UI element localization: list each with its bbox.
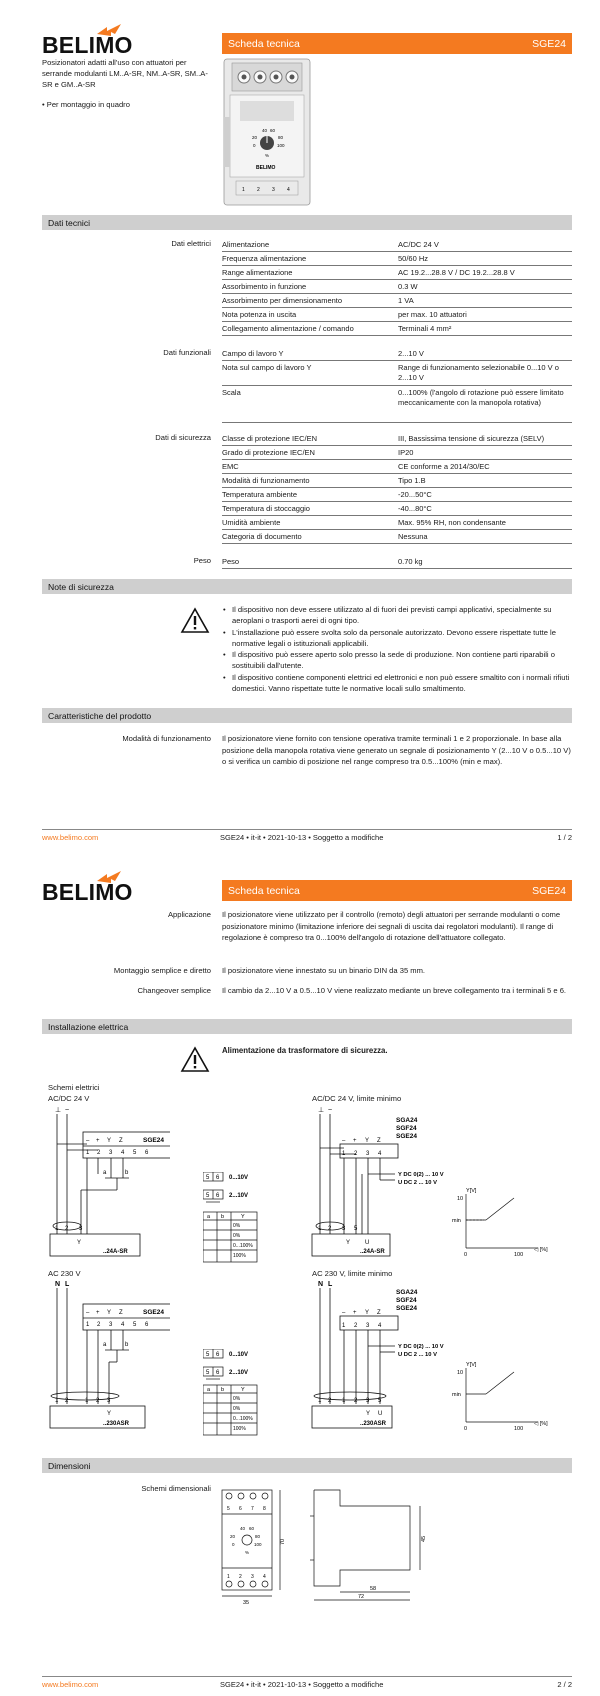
footer-center: SGE24 • it-it • 2021-10-13 • Soggetto a modifiche bbox=[220, 833, 384, 842]
svg-text:2: 2 bbox=[354, 1398, 358, 1404]
footer-page-2 bbox=[42, 1676, 572, 1690]
svg-text:~: ~ bbox=[328, 1107, 333, 1114]
svg-text:5: 5 bbox=[206, 1175, 210, 1181]
svg-text:1: 1 bbox=[242, 187, 245, 193]
svg-text:U: U bbox=[378, 1411, 383, 1417]
group-functional: Dati funzionali bbox=[163, 348, 211, 357]
svg-text:min: min bbox=[452, 1218, 461, 1224]
svg-text:0%: 0% bbox=[233, 1233, 241, 1239]
svg-text:10: 10 bbox=[457, 1370, 464, 1376]
table-row: Alimentazione AC/DC 24 V bbox=[222, 238, 572, 252]
section-dimensions: Dimensioni bbox=[42, 1458, 572, 1473]
table-row: Scala 0...100% (l'angolo di rotazione può essere limitato meccanicamente con la manopola rotativa) bbox=[222, 386, 572, 423]
svg-text:~: ~ bbox=[65, 1107, 70, 1114]
safety-notes-list bbox=[222, 604, 572, 694]
table-row: Umidità ambiente Max. 95% RH, non condensante bbox=[222, 516, 572, 530]
svg-text:2: 2 bbox=[97, 1150, 101, 1156]
table-row: Classe di protezione IEC/EN III, Bassissima tensione di sicurezza (SELV) bbox=[222, 432, 572, 446]
svg-text:⊥: ⊥ bbox=[318, 1107, 325, 1114]
table-row: Nota potenza in uscita per max. 10 attuatori bbox=[222, 308, 572, 322]
warning-icon bbox=[180, 607, 210, 634]
svg-text:1: 1 bbox=[227, 1574, 230, 1580]
svg-text:1: 1 bbox=[342, 1323, 346, 1329]
model-name: SGE24 bbox=[532, 37, 566, 50]
svg-text:b: b bbox=[125, 1170, 129, 1176]
svg-text:–: – bbox=[86, 1310, 90, 1316]
mode-text: Il posizionatore viene fornito con tensione operativa tramite terminali 1 e 2 proporzionale. In base alla posizione della manopola rotativa viene generato un segnale di posizionamento Y (2...10 V o 0.5...10 V) o si verifica un cambio di posizione nel range compreso tra 0.5...100% (min e max). bbox=[222, 734, 571, 766]
svg-text:5: 5 bbox=[378, 1398, 382, 1404]
svg-text:3: 3 bbox=[251, 1574, 254, 1580]
svg-text:SGA24: SGA24 bbox=[396, 1117, 418, 1124]
min-limit-graph-2 bbox=[452, 1360, 552, 1438]
diagram-4-title: AC 230 V, limite minimo bbox=[312, 1269, 393, 1278]
svg-text:N: N bbox=[318, 1281, 324, 1288]
header-bar bbox=[222, 33, 572, 54]
svg-text:4: 4 bbox=[263, 1574, 266, 1580]
svg-text:70: 70 bbox=[280, 1538, 286, 1545]
svg-text:3: 3 bbox=[109, 1150, 113, 1156]
svg-text:Y: Y bbox=[107, 1138, 112, 1144]
svg-text:6: 6 bbox=[216, 1352, 220, 1358]
table-row: Collegamento alimentazione / comando Terminali 4 mm² bbox=[222, 322, 572, 336]
footer-page-number: 1 / 2 bbox=[557, 833, 572, 842]
svg-text:a: a bbox=[103, 1342, 107, 1348]
model-name: SGE24 bbox=[532, 884, 566, 897]
svg-text:Y DC 0(2) ... 10 V: Y DC 0(2) ... 10 V bbox=[398, 1344, 444, 1350]
dimension-drawings-label: Schemi dimensionali bbox=[141, 1484, 211, 1493]
svg-text:0: 0 bbox=[232, 1542, 235, 1547]
svg-text:2...10V: 2...10V bbox=[229, 1370, 249, 1376]
section-safety: Note di sicurezza bbox=[42, 579, 572, 594]
table-row: Assorbimento in funzione 0.3 W bbox=[222, 280, 572, 294]
svg-text:5: 5 bbox=[354, 1226, 358, 1232]
svg-text:Y: Y bbox=[346, 1240, 351, 1246]
svg-text:+: + bbox=[353, 1310, 357, 1316]
table-row: Temperatura di stoccaggio -40...80°C bbox=[222, 502, 572, 516]
svg-text:2: 2 bbox=[97, 1322, 101, 1328]
group-electrical: Dati elettrici bbox=[171, 239, 211, 248]
svg-text:Y[V]: Y[V] bbox=[466, 1362, 477, 1368]
svg-text:72: 72 bbox=[358, 1594, 365, 1600]
mode-label: Modalità di funzionamento bbox=[122, 734, 211, 743]
svg-text:Y: Y bbox=[366, 1411, 371, 1417]
warning-icon bbox=[180, 1046, 210, 1073]
svg-text:60: 60 bbox=[249, 1526, 255, 1531]
svg-text:5: 5 bbox=[206, 1193, 210, 1199]
list-item: • Il dispositivo contiene componenti elettrici ed elettronici e non può essere smaltito con i normali rifiuti domestici. Vanno rispettate tutte le normative locali sullo smaltimento. bbox=[232, 672, 572, 695]
svg-text:100: 100 bbox=[277, 143, 285, 148]
wiring-diagram-ac230 bbox=[45, 1278, 170, 1436]
svg-text:Y: Y bbox=[77, 1240, 82, 1246]
list-item: • Il dispositivo non deve essere utilizzato al di fuori dei previsti campi applicativi, specialmente su aeroplani o trasporti aerei di ogni tipo. bbox=[232, 604, 572, 627]
svg-text:◁ [%]: ◁ [%] bbox=[534, 1247, 548, 1253]
table-row: Frequenza alimentazione 50/60 Hz bbox=[222, 252, 572, 266]
svg-text:1: 1 bbox=[342, 1151, 346, 1157]
svg-text:100: 100 bbox=[514, 1252, 524, 1258]
svg-text:0...10V: 0...10V bbox=[229, 1175, 249, 1181]
svg-text:Y DC 0(2) ... 10 V: Y DC 0(2) ... 10 V bbox=[398, 1172, 444, 1178]
svg-text:1: 1 bbox=[55, 1226, 59, 1232]
svg-text:100%: 100% bbox=[233, 1253, 246, 1259]
svg-text:60: 60 bbox=[270, 128, 276, 133]
electrical-warning: Alimentazione da trasformatore di sicurezza. bbox=[222, 1046, 388, 1055]
svg-text:Y[V]: Y[V] bbox=[466, 1188, 477, 1194]
svg-text:0...100%: 0...100% bbox=[233, 1416, 253, 1422]
svg-text:Y: Y bbox=[107, 1310, 112, 1316]
svg-text:1: 1 bbox=[86, 1150, 90, 1156]
svg-text:BELIMO: BELIMO bbox=[256, 165, 276, 171]
table-row: Temperatura ambiente -20...50°C bbox=[222, 488, 572, 502]
svg-text:0%: 0% bbox=[233, 1223, 241, 1229]
svg-text:3: 3 bbox=[107, 1398, 111, 1404]
svg-text:35: 35 bbox=[243, 1600, 250, 1604]
svg-text:45: 45 bbox=[421, 1535, 427, 1542]
svg-text:5: 5 bbox=[206, 1352, 210, 1358]
svg-text:4: 4 bbox=[121, 1150, 125, 1156]
svg-text:SGE24: SGE24 bbox=[396, 1305, 417, 1312]
svg-text:Z: Z bbox=[377, 1138, 381, 1144]
svg-text:0...10V: 0...10V bbox=[229, 1352, 249, 1358]
svg-text:5: 5 bbox=[227, 1506, 230, 1512]
svg-text:40: 40 bbox=[240, 1526, 246, 1531]
svg-text:3: 3 bbox=[366, 1398, 370, 1404]
table-row: Assorbimento per dimensionamento 1 VA bbox=[222, 294, 572, 308]
svg-text:U DC 2 ... 10 V: U DC 2 ... 10 V bbox=[398, 1180, 437, 1186]
svg-text:4: 4 bbox=[378, 1323, 382, 1329]
jumper-legend-1 bbox=[203, 1172, 283, 1267]
belimo-logo bbox=[42, 26, 133, 60]
svg-text:L: L bbox=[65, 1281, 70, 1288]
svg-text:b: b bbox=[125, 1342, 129, 1348]
logo-text: BELIMO bbox=[42, 879, 133, 905]
svg-text:100%: 100% bbox=[233, 1426, 246, 1432]
svg-text:L: L bbox=[328, 1281, 333, 1288]
svg-text:Y: Y bbox=[241, 1214, 245, 1220]
min-limit-graph-1 bbox=[452, 1186, 552, 1264]
svg-text:5: 5 bbox=[133, 1150, 137, 1156]
svg-text:3: 3 bbox=[342, 1226, 346, 1232]
group-weight: Peso bbox=[193, 556, 211, 565]
intro-description: Posizionatori adatti all'uso con attuatori per serrande modulanti LM..A-SR, NM..A-SR, SM..A-SR e GM..A-SR bbox=[42, 58, 208, 89]
svg-text:5: 5 bbox=[206, 1370, 210, 1376]
diagram-2-title: AC/DC 24 V, limite minimo bbox=[312, 1094, 402, 1103]
table-row: Campo di lavoro Y 2...10 V bbox=[222, 347, 572, 361]
svg-text:0: 0 bbox=[464, 1252, 468, 1258]
application-text: Il posizionatore viene utilizzato per il controllo (remoto) degli attuatori per serrande modulanti o come posizionatore minimo (limitazione inferiore dei segnali di uscita dai regolatori modulanti). Il range di regolazione è compreso tra 0...100% dell'angolo di rotazione dell'attuatore collegato. bbox=[222, 910, 561, 942]
svg-text:6: 6 bbox=[145, 1322, 149, 1328]
header-bar bbox=[222, 880, 572, 901]
svg-text:0: 0 bbox=[464, 1426, 468, 1432]
product-image bbox=[222, 57, 312, 207]
svg-text:0...100%: 0...100% bbox=[233, 1243, 253, 1249]
svg-text:Z: Z bbox=[119, 1138, 123, 1144]
changeover-label: Changeover semplice bbox=[137, 986, 211, 995]
svg-text:..230ASR: ..230ASR bbox=[103, 1421, 130, 1427]
svg-text:Y: Y bbox=[365, 1138, 370, 1144]
svg-text:6: 6 bbox=[216, 1370, 220, 1376]
svg-text:7: 7 bbox=[251, 1506, 254, 1512]
svg-text:+: + bbox=[96, 1138, 100, 1144]
svg-text:SGF24: SGF24 bbox=[396, 1125, 417, 1132]
svg-text:2...10V: 2...10V bbox=[229, 1193, 249, 1199]
table-row: Categoria di documento Nessuna bbox=[222, 530, 572, 544]
svg-text:58: 58 bbox=[370, 1586, 377, 1592]
svg-text:Y: Y bbox=[365, 1310, 370, 1316]
svg-text:4: 4 bbox=[287, 187, 290, 193]
changeover-text: Il cambio da 2...10 V a 0.5...10 V viene realizzato mediante un breve collegamento tra i terminali 5 e 6. bbox=[222, 986, 567, 995]
svg-text:Z: Z bbox=[377, 1310, 381, 1316]
svg-text:2: 2 bbox=[239, 1574, 242, 1580]
svg-text:a: a bbox=[207, 1387, 211, 1393]
svg-text:2: 2 bbox=[328, 1226, 332, 1232]
footer-website-link[interactable]: www.belimo.com bbox=[42, 833, 99, 842]
table-row: Nota sul campo di lavoro Y Range di funzionamento selezionabile 0...10 V o 2...10 V bbox=[222, 361, 572, 386]
svg-text:b: b bbox=[221, 1387, 225, 1393]
table-row: Modalità di funzionamento Tipo 1.B bbox=[222, 474, 572, 488]
svg-text:SGE24: SGE24 bbox=[396, 1133, 417, 1140]
svg-text:3: 3 bbox=[109, 1322, 113, 1328]
jumper-legend-2 bbox=[203, 1349, 283, 1444]
svg-text:2: 2 bbox=[65, 1398, 69, 1404]
svg-text:80: 80 bbox=[278, 135, 284, 140]
svg-text:2: 2 bbox=[65, 1226, 69, 1232]
svg-text:a: a bbox=[207, 1214, 211, 1220]
list-item: • Il dispositivo può essere aperto solo presso la sede di produzione. Non contiene parti riparabili o sostituibili dall'utente. bbox=[232, 649, 572, 672]
table-row: EMC CE conforme a 2014/30/EC bbox=[222, 460, 572, 474]
section-features: Caratteristiche del prodotto bbox=[42, 708, 572, 723]
footer-center: SGE24 • it-it • 2021-10-13 • Soggetto a modifiche bbox=[220, 1680, 384, 1689]
table-row: Grado di protezione IEC/EN IP20 bbox=[222, 446, 572, 460]
svg-text:–: – bbox=[342, 1138, 346, 1144]
svg-text:%: % bbox=[265, 153, 270, 158]
footer-page-1 bbox=[42, 829, 572, 843]
svg-text:0%: 0% bbox=[233, 1396, 241, 1402]
intro-bullet: • Per montaggio in quadro bbox=[42, 100, 130, 109]
group-safety: Dati di sicurezza bbox=[155, 433, 211, 442]
svg-text:..24A-SR: ..24A-SR bbox=[360, 1249, 385, 1255]
svg-text:20: 20 bbox=[230, 1534, 236, 1539]
svg-text:1: 1 bbox=[318, 1398, 322, 1404]
svg-text:SGE24: SGE24 bbox=[143, 1309, 164, 1316]
svg-text:SGA24: SGA24 bbox=[396, 1289, 418, 1296]
section-electrical: Installazione elettrica bbox=[42, 1019, 572, 1034]
wiring-diagram-acdc24 bbox=[45, 1104, 170, 1266]
svg-text:1: 1 bbox=[318, 1226, 322, 1232]
svg-text:3: 3 bbox=[272, 187, 275, 193]
svg-text:40: 40 bbox=[262, 128, 268, 133]
svg-text:10: 10 bbox=[457, 1196, 464, 1202]
svg-text:Z: Z bbox=[119, 1310, 123, 1316]
page-title: Scheda tecnica bbox=[228, 884, 300, 897]
svg-text:6: 6 bbox=[216, 1175, 220, 1181]
svg-text:100: 100 bbox=[514, 1426, 524, 1432]
svg-text:N: N bbox=[55, 1281, 61, 1288]
svg-text:6: 6 bbox=[216, 1193, 220, 1199]
mounting-label: Montaggio semplice e diretto bbox=[113, 966, 211, 975]
footer-page-number: 2 / 2 bbox=[557, 1680, 572, 1689]
svg-text:0%: 0% bbox=[233, 1406, 241, 1412]
svg-text:6: 6 bbox=[239, 1506, 242, 1512]
svg-text:Y: Y bbox=[241, 1387, 245, 1393]
svg-text:⊥: ⊥ bbox=[55, 1107, 62, 1114]
svg-text:1: 1 bbox=[85, 1398, 89, 1404]
svg-text:SGF24: SGF24 bbox=[396, 1297, 417, 1304]
diagram-3-title: AC 230 V bbox=[48, 1269, 81, 1278]
svg-text:6: 6 bbox=[145, 1150, 149, 1156]
svg-text:100: 100 bbox=[254, 1542, 262, 1547]
mounting-text: Il posizionatore viene innestato su un binario DIN da 35 mm. bbox=[222, 966, 426, 975]
footer-website-link[interactable]: www.belimo.com bbox=[42, 1680, 99, 1689]
svg-text:min: min bbox=[452, 1392, 461, 1398]
svg-text:–: – bbox=[86, 1138, 90, 1144]
svg-text:U DC 2 ... 10 V: U DC 2 ... 10 V bbox=[398, 1352, 437, 1358]
table-row: Range alimentazione AC 19.2...28.8 V / DC 19.2...28.8 V bbox=[222, 266, 572, 280]
diagram-1-title: AC/DC 24 V bbox=[48, 1094, 90, 1103]
svg-text:U: U bbox=[365, 1240, 370, 1246]
svg-text:0: 0 bbox=[253, 143, 256, 148]
svg-text:2: 2 bbox=[96, 1398, 100, 1404]
svg-text:–: – bbox=[342, 1310, 346, 1316]
side-view-drawing bbox=[310, 1488, 450, 1604]
belimo-logo bbox=[42, 873, 133, 907]
svg-text:Y: Y bbox=[107, 1411, 112, 1417]
svg-text:◁ [%]: ◁ [%] bbox=[534, 1421, 548, 1427]
svg-text:20: 20 bbox=[252, 135, 258, 140]
svg-text:b: b bbox=[221, 1214, 225, 1220]
svg-text:4: 4 bbox=[378, 1151, 382, 1157]
svg-text:5: 5 bbox=[133, 1322, 137, 1328]
front-view-drawing bbox=[218, 1488, 293, 1604]
svg-text:1: 1 bbox=[342, 1398, 346, 1404]
table-row: Peso 0.70 kg bbox=[222, 555, 572, 569]
application-label: Applicazione bbox=[167, 910, 211, 919]
svg-text:3: 3 bbox=[366, 1151, 370, 1157]
svg-text:2: 2 bbox=[354, 1323, 358, 1329]
page-title: Scheda tecnica bbox=[228, 37, 300, 50]
svg-text:1: 1 bbox=[86, 1322, 90, 1328]
svg-text:3: 3 bbox=[79, 1226, 83, 1232]
svg-text:+: + bbox=[353, 1138, 357, 1144]
schemes-title: Schemi elettrici bbox=[48, 1083, 100, 1092]
svg-text:SGE24: SGE24 bbox=[143, 1137, 164, 1144]
svg-text:2: 2 bbox=[354, 1151, 358, 1157]
svg-text:3: 3 bbox=[366, 1323, 370, 1329]
svg-text:2: 2 bbox=[328, 1398, 332, 1404]
svg-text:%: % bbox=[245, 1550, 250, 1555]
list-item: • L'installazione può essere svolta solo da personale autorizzato. Devono essere rispettate tutte le normative legali o istituzionali applicabili. bbox=[232, 627, 572, 650]
svg-text:80: 80 bbox=[255, 1534, 261, 1539]
svg-text:1: 1 bbox=[55, 1398, 59, 1404]
svg-text:a: a bbox=[103, 1170, 107, 1176]
svg-text:..230ASR: ..230ASR bbox=[360, 1421, 387, 1427]
svg-text:+: + bbox=[96, 1310, 100, 1316]
svg-text:8: 8 bbox=[263, 1506, 266, 1512]
logo-text: BELIMO bbox=[42, 32, 133, 58]
svg-text:4: 4 bbox=[121, 1322, 125, 1328]
svg-text:2: 2 bbox=[257, 187, 260, 193]
section-tech-data: Dati tecnici bbox=[42, 215, 572, 230]
svg-text:..24A-SR: ..24A-SR bbox=[103, 1249, 128, 1255]
